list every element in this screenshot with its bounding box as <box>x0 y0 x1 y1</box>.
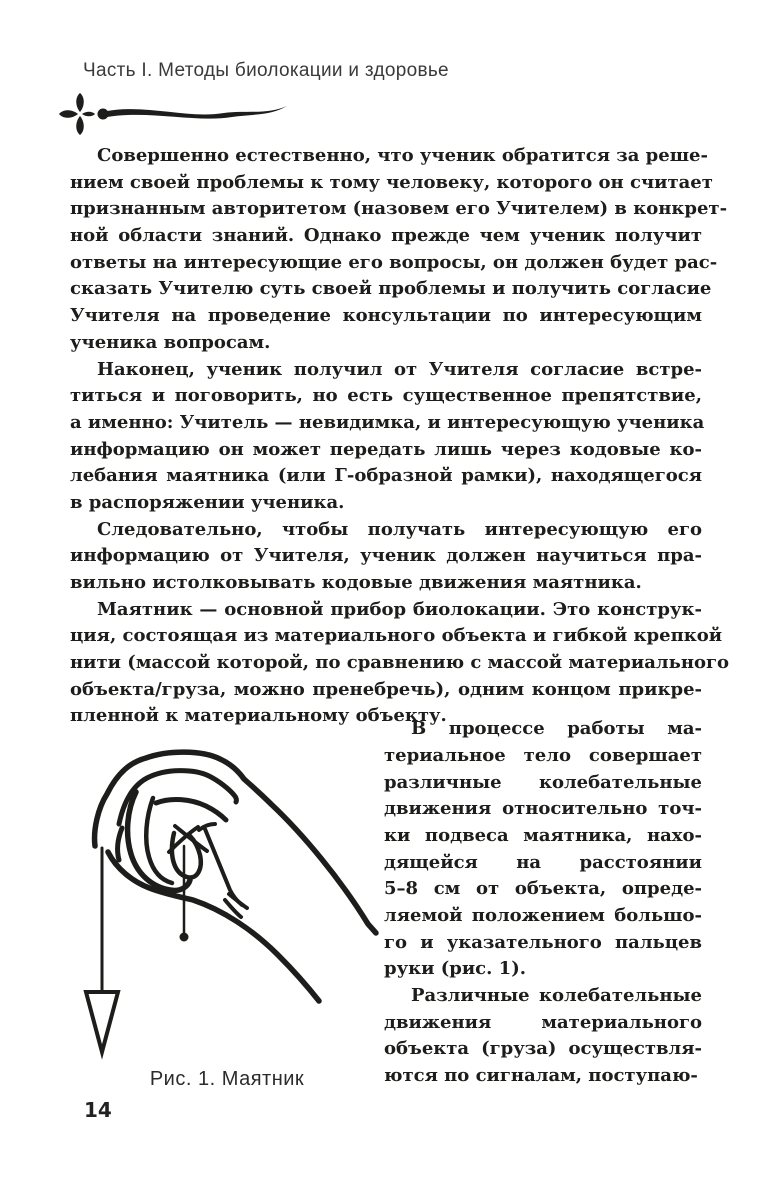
page-number: 14 <box>84 1098 112 1122</box>
text-line: ответы на интересующие его вопросы, он должен будет рас- <box>70 251 718 273</box>
text-line: ляемой положением большо- <box>384 904 702 926</box>
text-line: лебания маятника (или Г-образной рамки), находящегося <box>70 465 702 487</box>
text-line: нием своей проблемы к тому человеку, которого он считает <box>70 171 713 193</box>
text-line: ученика вопросам. <box>70 331 271 353</box>
text-line: а именно: Учитель — невидимка, и интересующую ученика <box>70 411 705 433</box>
text-line: ки подвеса маятника, нахо- <box>384 824 702 846</box>
text-line: Следовательно, чтобы получать интересующую его <box>97 518 702 540</box>
text-line: различные колебательные <box>384 771 702 793</box>
hand-pendulum-illustration <box>62 734 392 1064</box>
text-line: сказать Учителю суть своей проблемы и получить согласие <box>70 278 712 300</box>
figure-pendulum <box>62 716 384 1093</box>
text-line: Учителя на проведение консультации по интересующим <box>70 305 702 327</box>
text-line: Маятник — основной прибор биолокации. Это конструк- <box>97 598 702 620</box>
text-line: нити (массой которой, по сравнению с массой материального <box>70 652 730 674</box>
text-line: В процессе работы ма- <box>411 718 702 740</box>
figure-and-column-row <box>70 716 702 1093</box>
pendulum-bob <box>86 992 118 1052</box>
text-line: ются по сигналам, поступаю- <box>384 1065 698 1087</box>
figure-caption: Рис. 1. Маятник <box>149 1068 305 1091</box>
text-line: вильно истолковывать кодовые движения маятника. <box>70 572 642 593</box>
paragraph <box>70 597 730 730</box>
text-line: пленной к материальному объекту. <box>70 705 447 727</box>
paragraph <box>70 357 705 517</box>
text-line: руки (рис. 1). <box>384 958 526 980</box>
text-line: Совершенно естественно, что ученик обратится за реше- <box>97 145 708 166</box>
paragraph-group <box>70 143 730 730</box>
text-line: дящейся на расстоянии <box>384 851 702 873</box>
text-line: признанным авторитетом (назовем его Учителем) в конкрет- <box>70 198 728 220</box>
text-line: го и указательного пальцев <box>384 931 702 953</box>
text-line: ция, состоящая из материального объекта и гибкой крепкой <box>70 625 723 647</box>
running-head: Часть I. Методы биолокации и здоровье <box>83 60 449 81</box>
column-text <box>384 716 702 1090</box>
paragraph <box>384 716 702 983</box>
paragraph <box>70 143 728 357</box>
text-line: движения относительно точ- <box>384 798 702 820</box>
text-line: объекта/груза, можно пренебречь), одним концом прикре- <box>70 678 702 700</box>
text-line: информацию от Учителя, ученик должен научиться пра- <box>70 545 702 567</box>
text-line: Наконец, ученик получил от Учителя согласие встре- <box>97 358 702 380</box>
thread-bead <box>180 933 189 942</box>
text-line: в распоряжении ученика. <box>70 491 345 513</box>
body-text <box>70 143 730 1093</box>
text-line: титься и поговорить, но есть существенное препятствие, <box>70 385 702 407</box>
text-line: объекта (груза) осуществля- <box>384 1038 702 1060</box>
text-line: Различные колебательные <box>411 985 702 1006</box>
text-line: териальное тело совершает <box>384 744 702 766</box>
paragraph <box>70 517 702 597</box>
text-line: информацию он может передать лишь через кодовые ко- <box>70 438 702 460</box>
text-line: движения материального <box>384 1011 702 1033</box>
flourish-ornament-icon <box>56 92 291 136</box>
text-line: 5–8 см от объекта, опреде- <box>384 878 702 900</box>
text-line: ной области знаний. Однако прежде чем ученик получит <box>70 225 702 247</box>
paragraph <box>384 983 702 1090</box>
